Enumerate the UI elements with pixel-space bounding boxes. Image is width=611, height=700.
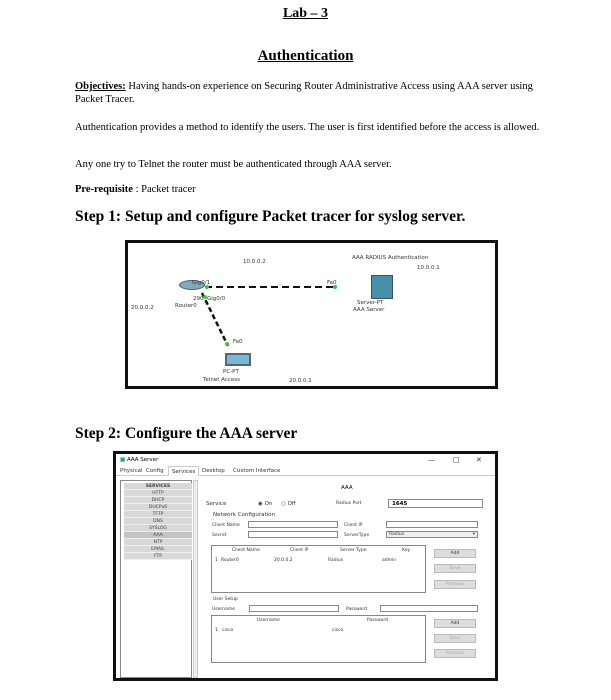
tab-physical[interactable]: Physical <box>120 468 143 474</box>
services-header: SERVICES <box>124 483 192 490</box>
service-aaa[interactable]: AAA <box>124 532 192 539</box>
server-title: AAA RADIUS Authentication <box>352 255 429 261</box>
server-type: Server-PT <box>357 300 384 306</box>
col-username: Username <box>257 618 280 623</box>
client-name-label: Client Name <box>212 523 240 528</box>
user-add-button[interactable]: Add <box>434 619 476 628</box>
panel-title: AAA <box>341 485 353 491</box>
client-table <box>211 545 426 593</box>
row-number: 1 <box>215 558 218 563</box>
tab-config[interactable]: Config <box>146 468 164 474</box>
client-save-button[interactable]: Save <box>434 564 476 573</box>
service-ftp[interactable]: FTP <box>124 553 192 560</box>
topology-links <box>128 243 498 389</box>
service-label: Service <box>206 501 227 507</box>
prereq-label: Pre-requisite <box>75 184 133 195</box>
objectives-label: Objectives: <box>75 81 126 92</box>
pc-type: PC-PT <box>223 369 239 375</box>
app-icon: ■ <box>120 457 126 463</box>
prereq <box>75 183 545 196</box>
username-cell: cisco <box>222 628 234 633</box>
server-type-label: ServerType <box>344 533 370 538</box>
service-dhcp[interactable]: DHCP <box>124 497 192 504</box>
server-ip: 10.0.0.1 <box>417 265 440 271</box>
aaa-server-window <box>113 451 498 681</box>
tab-services[interactable]: Services <box>168 466 199 476</box>
client-ip-label: Client IP <box>344 523 363 528</box>
service-ntp[interactable]: NTP <box>124 539 192 546</box>
username-label: Username <box>212 607 235 612</box>
lab-title: Lab – 3 <box>282 6 329 21</box>
subtitle: Authentication <box>257 48 354 64</box>
server-icon[interactable] <box>371 275 393 299</box>
service-on-radio[interactable]: ◉ On <box>258 501 273 507</box>
chevron-down-icon: ▾ <box>472 532 475 537</box>
user-table <box>211 615 426 663</box>
server-type-value: Radius <box>389 532 405 537</box>
auth-text: Authentication provides a method to identify the users. The user is first identified before the access is allowed. <box>75 122 540 133</box>
router-ip: 10.0.0.2 <box>243 259 266 265</box>
tab-custom-interface[interactable]: Custom Interface <box>233 468 281 474</box>
maximize-button[interactable]: □ <box>453 456 460 464</box>
prereq-text: : Packet tracer <box>132 184 196 195</box>
service-tftp[interactable]: TFTP <box>124 511 192 518</box>
server-type-select[interactable] <box>386 531 478 538</box>
gig00-label: Gig0/0 <box>207 296 226 302</box>
col-client-name: Client Name <box>232 548 260 553</box>
client-remove-button[interactable]: Remove <box>434 580 476 589</box>
service-dns[interactable]: DNS <box>124 518 192 525</box>
tab-desktop[interactable]: Desktop <box>202 468 225 474</box>
col-client-ip: Client IP <box>290 548 309 553</box>
objectives-text: Having hands-on experience on Securing Router Administrative Access using AAA server using Packet Tracer. <box>75 81 533 105</box>
col-password: Password <box>367 618 389 623</box>
pc-ip: 20.0.0.1 <box>289 378 312 384</box>
window-title <box>120 457 158 463</box>
router-left-ip: 20.0.0.2 <box>131 305 154 311</box>
client-add-button[interactable]: Add <box>434 549 476 558</box>
client-ip-input[interactable] <box>386 521 478 528</box>
services-scrollbar[interactable] <box>193 480 198 678</box>
row-number: 1 <box>215 628 218 633</box>
username-input[interactable] <box>249 605 339 612</box>
password-input[interactable] <box>380 605 478 612</box>
service-email[interactable]: EMAIL <box>124 546 192 553</box>
off-label: Off <box>287 501 296 507</box>
col-key: Key <box>402 548 411 553</box>
col-server-type: Server Type <box>340 548 367 553</box>
on-label: On <box>264 501 273 507</box>
radius-port-input[interactable]: 1645 <box>388 499 483 508</box>
service-off-radio[interactable]: ○ Off <box>281 501 296 507</box>
network-config-label: Network Configuration <box>213 512 276 518</box>
secret-input[interactable] <box>248 531 338 538</box>
objectives <box>75 80 545 106</box>
close-button[interactable]: ✕ <box>476 456 482 464</box>
user-save-button[interactable]: Save <box>434 634 476 643</box>
service-syslog[interactable]: SYSLOG <box>124 525 192 532</box>
topology-figure <box>125 240 498 389</box>
pc-fa: Fa0 <box>233 339 243 345</box>
server-fa: Fa0 <box>327 280 337 286</box>
services-list <box>120 480 192 678</box>
server-type-cell: Radius <box>328 558 344 563</box>
minimize-button[interactable]: — <box>428 456 435 464</box>
client-name-input[interactable] <box>248 521 338 528</box>
gig01-label: Gig0/1 <box>192 280 211 286</box>
password-cell: cisco <box>332 628 344 633</box>
user-remove-button[interactable]: Remove <box>434 649 476 658</box>
server-name: AAA Server <box>353 307 385 313</box>
tab-bar <box>116 466 496 476</box>
radius-port-label: Radius Port <box>336 501 362 506</box>
secret-label: Secret <box>212 533 227 538</box>
step1-heading: Step 1: Setup and configure Packet tracer for syslog server. <box>75 208 466 225</box>
client-name-cell: Router0 <box>221 558 239 563</box>
router-name: Router0 <box>175 303 197 309</box>
router-model: 290 <box>193 296 204 302</box>
service-http[interactable]: HTTP <box>124 490 192 497</box>
telnet-text: Any one try to Telnet the router must be authenticated through AAA server. <box>75 159 392 170</box>
password-label: Password <box>346 607 368 612</box>
user-setup-label: User Setup <box>213 597 238 602</box>
service-dhcpv6[interactable]: DHCPv6 <box>124 504 192 511</box>
pc-icon[interactable] <box>225 353 251 366</box>
step2-heading: Step 2: Configure the AAA server <box>75 425 298 442</box>
key-cell: admin <box>382 558 397 563</box>
window-title-text: AAA Server <box>126 457 159 463</box>
pc-name: Telnet Access <box>203 377 240 383</box>
client-ip-cell: 20.0.0.2 <box>274 558 293 563</box>
